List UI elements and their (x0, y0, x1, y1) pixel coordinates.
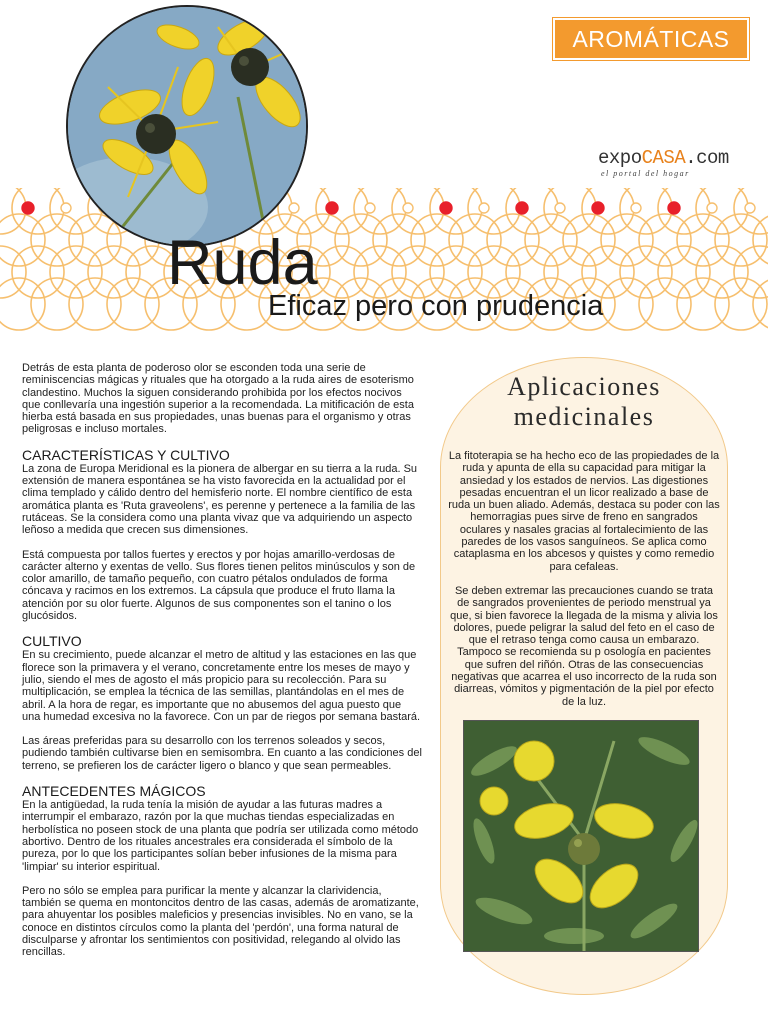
category-badge: AROMÁTICAS (552, 17, 750, 61)
logo-prefix: expo (598, 147, 642, 169)
decor-dot (61, 203, 71, 213)
section-paragraph: En su crecimiento, puede alcanzar el metro de altitud y las estaciones en las que florece son la primavera y el verano, concretamente entre los meses de mayo y julio, siendo el mes de agosto el más propicio para su recolección. Para su multiplicación, se emplea la técnica de las semillas, plantándolas en el mes de abril. A la hora de regar, es importante que no abusemos del agua puesto que una humedad excesiva no la favorece. Con un par de riegos por semana bastará. (22, 649, 421, 723)
section-paragraph: Pero no sólo se emplea para purificar la mente y alcanzar la clarividencia, también se quema en montoncitos dentro de las casas, además de aromatizante, para ahuyentar los posibles maleficios y presencias invisibles. No en vano, se la conoce en distintos círculos como la planta del 'perdón', una forma natural de disculparse y afrontar los sentimientos con positividad, relegando al olvido las rencillas. (22, 884, 419, 959)
rue-plant-illustration (464, 721, 698, 951)
decor-ring (316, 188, 368, 234)
logo-suffix: .com (685, 147, 729, 169)
decor-ring (50, 246, 102, 298)
intro-paragraph: Detrás de esta planta de poderoso olor se esconden toda una serie de reminiscencias mágicas y rituales que ha otorgado a la ruda aires de esoterismo clandestino. Muchos la siguen considerando prohibida por los efectos nocivos que conllevaría una ingestión superior a la recomendada. La mitificación de esta hierba está basada en sus propiedades, unas buenas para el organismo y otras peligrosas e incluso mortales. (22, 362, 414, 436)
decor-ring (658, 246, 710, 298)
decor-ring (12, 246, 64, 298)
article-body (22, 362, 422, 971)
decor-dot-red (22, 202, 34, 214)
decor-ring (620, 246, 672, 298)
decor-dot-red (668, 202, 680, 214)
decor-ring (753, 214, 768, 266)
decor-dot (631, 203, 641, 213)
rue-flower-illustration (68, 7, 306, 245)
decor-ring (31, 214, 83, 266)
decor-dot-red (326, 202, 338, 214)
decor-ring (411, 214, 463, 266)
sidebar-paragraph: Se deben extremar las precauciones cuando se trata de sangrados provenientes de periodo menstrual ya que, si bien favorece la llegada de la misma y alivia los dolores, puede peligrar la salud del feto en el caso de que el retraso tenga como causa un embarazo. Tampoco se recomienda su p osología en pacientes que sufren del riñón. Otras de las consecuencias negativas que acarrea el uso incorrecto de la ruda son diarreas, vómitos y pigmentación de la piel por efecto de la luz. (450, 584, 718, 708)
decor-dot-red (592, 202, 604, 214)
decor-dot (707, 203, 717, 213)
flower-photo-circle (66, 5, 308, 247)
decor-dot (365, 203, 375, 213)
decor-ring (12, 188, 64, 234)
expocasa-logo[interactable] (598, 147, 763, 183)
decor-ring (582, 188, 634, 234)
page-subtitle: Eficaz pero con prudencia (268, 290, 604, 322)
sidebar-paragraph: La fitoterapia se ha hecho eco de las propiedades de la ruda y apunta de ella su capacidad para mitigar la ansiedad y los estados de nervios. Las digestiones pesadas encuentran el un licor realizado a base de ruda un buen aliado. Además, destaca su poder con las hemorragias pues sirve de freno en sangrados oculares y nasales gracias al fortalecimiento de las paredes de los vasos sanguíneos. Se aplica como cataplasma en los abcesos y quistes y como remedio para cefaleas. (448, 450, 720, 573)
decor-ring (696, 188, 748, 234)
decor-dot (403, 203, 413, 213)
sidebar-title-line2: medicinales (513, 402, 655, 431)
logo-casa: CASA (641, 147, 686, 169)
decor-ring (468, 188, 520, 234)
decor-ring (677, 278, 729, 330)
decor-ring (69, 278, 121, 330)
decor-dot (555, 203, 565, 213)
decor-ring (449, 214, 501, 266)
decor-dot (289, 203, 299, 213)
page-title: Ruda (167, 228, 318, 298)
plant-photo (463, 720, 699, 952)
decor-ring (354, 188, 406, 234)
decor-ring (430, 188, 482, 234)
decor-dot (745, 203, 755, 213)
decor-ring (525, 214, 577, 266)
decor-ring (544, 188, 596, 234)
decor-ring (563, 214, 615, 266)
decor-ring (677, 214, 729, 266)
decor-ring (31, 278, 83, 330)
decor-ring (107, 278, 159, 330)
decor-ring (639, 278, 691, 330)
decor-ring (715, 214, 767, 266)
decor-ring (88, 246, 140, 298)
decor-ring (696, 246, 748, 298)
decor-ring (601, 278, 653, 330)
section-heading-caracteristicas: CARACTERÍSTICAS Y CULTIVO (22, 446, 230, 463)
sidebar-title-line1: Aplicaciones (507, 372, 661, 401)
section-paragraph: Las áreas preferidas para su desarrollo con los terrenos soleados y secos, pudiendo también cultivarse bien en semisombra. En cuanto a las condiciones del terreno, se prefieren los de carácter ligero o blanco y que sean permeables. (22, 735, 422, 772)
decor-ring (658, 188, 710, 234)
section-heading-antecedentes: ANTECEDENTES MÁGICOS (22, 783, 206, 800)
decor-dot (479, 203, 489, 213)
decor-ring (506, 188, 558, 234)
decor-ring (487, 214, 539, 266)
logo-tagline: el portal del hogar (601, 169, 690, 178)
section-paragraph: En la antigüedad, la ruda tenía la misión de ayudar a las futuras madres a interrumpir el embarazo, razón por la que muchas tiendas especializadas en herbolística no poseen stock de una planta que podría ser utilizada como método abortivo. Dentro de los rituales ancestrales era considerada el símbolo de la pureza, por lo que los participantes solían beber infusiones de la misma para 'limpiar' su interior espiritual. (22, 799, 419, 873)
sidebar-title (441, 372, 727, 432)
decor-ring (601, 214, 653, 266)
decor-ring (392, 188, 444, 234)
section-heading-cultivo: CULTIVO (22, 633, 82, 650)
decor-dot-red (516, 202, 528, 214)
decor-ring (715, 278, 767, 330)
decor-ring (639, 214, 691, 266)
decor-ring (0, 246, 26, 298)
section-paragraph: La zona de Europa Meridional es la pionera de albergar en su tierra a la ruda. Su extensión de manera espontánea se ha visto favorecida en la actualidad por el clima templado y cálido dentro del hemisferio norte. El nombre científico de esta aromática planta es 'Ruta graveolens', es perenne y pertenece a la familia de las rutáceas. Se la considera como una planta vivaz que va adquiriendo un aspecto leñoso a medida que crecen sus dimensiones. (22, 462, 418, 537)
sidebar-body (448, 450, 720, 720)
decor-ring (335, 214, 387, 266)
decor-ring (373, 214, 425, 266)
decor-ring (753, 278, 768, 330)
decor-ring (620, 188, 672, 234)
section-paragraph: Está compuesta por tallos fuertes y erectos y por hojas amarillo-verdosas de carácter alterno y exentas de vello. Sus flores tienen pelitos minúsculos y son de color amarillo, de tamaño pequeño, con cuatro pétalos ondulados de forma cóncava y racimos en los extremos. La cápsula que produce el fruto llama la atención por su olor fuerte. Algunos de sus componentes son el tanino o los glucósidos. (22, 548, 416, 623)
decor-dot-red (440, 202, 452, 214)
